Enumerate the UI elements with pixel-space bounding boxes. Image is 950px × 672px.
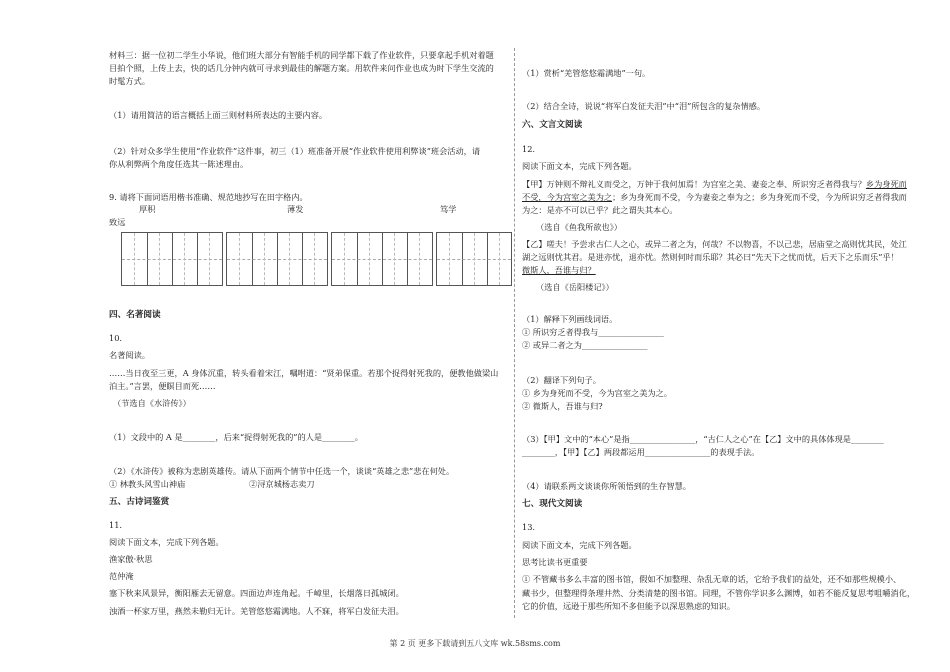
question-11-intro: 阅读下面文本，完成下列各题。 [109,537,224,547]
question-8-1: （1）请用简洁的语言概括上面三则材料所表达的主要内容。 [109,110,328,120]
question-12-2-a: ① 乡为身死而不受，今为宫室之美为之。 [522,388,672,398]
question-13-intro: 阅读下面文本，完成下列各题。 [522,540,637,550]
question-12-2-b: ② 微斯人，吾谁与归? [522,401,603,411]
poem-title: 渔家傲·秋思 [109,554,153,564]
passage-jia-underline1: 乡为身死而 [865,179,907,189]
passage-jia-line1-text: 【甲】万钟则不辩礼义而受之，万钟于我何加焉！为宫室之美、妻妾之奉、所识穷乏者得我与？ [522,179,866,189]
word-zhiyuan: 致远 [109,217,126,227]
material3-line3: 时髦方式。 [109,76,150,86]
question-10-option-2: ②浔京城杨志卖刀 [249,479,315,489]
question-12-2: （2）翻译下列句子。 [522,375,601,385]
poem-author: 范仲淹 [109,571,134,581]
question-10-number: 10. [109,333,123,343]
article-title: 思考比读书更重要 [522,557,588,567]
passage-jia-source: （选自《鱼我所欲也》） [536,222,622,232]
article-paragraph1-line2: 藏书少，但整理得条理井然、分类清楚的图书馆。同理，不管你学识多么渊博，如若不能反复思考咀嚼消化， [522,588,916,598]
poem-line1: 塞下秋来风景异，衡阳雁去无留意。四面边声连角起。千嶂里，长烟落日孤城闭。 [109,588,404,598]
question-8-2-line1: （2）针对众多学生使用“作业软件”这件事，初三（1）班准备开展“作业软件使用利弊谈”班会活动，请 [109,146,481,156]
passage-jia-line3: 为之：是亦不可以已乎？此之谓失其本心。 [522,205,678,215]
section-6-heading: 六、文言文阅读 [522,120,583,130]
word-duxue: 笃学 [440,204,457,214]
section-5-heading: 五、古诗词鉴赏 [109,497,170,507]
page-footer: 第 2 页 更多下载请到五八文库 wk.58sms.com [389,639,561,648]
question-13-number: 13. [522,522,536,532]
question-9: 9. 请将下面词语用楷书准确、规范地抄写在田字格内。 [109,192,308,202]
word-houji: 厚积 [139,204,156,214]
question-12-1: （1）解释下列画线词语。 [522,314,618,324]
question-10-intro: 名著阅读。 [109,350,150,360]
passage-jia-line2 [522,192,907,203]
question-10-1: （1）文段中的 A 是________，后来“捉得射死我的”的人是________。 [109,432,363,442]
question-12-intro: 阅读下面文本，完成下列各题。 [522,161,637,171]
question-10-passage-line2: 泊主。”言罢，便瞑目而死…… [109,381,216,391]
column-divider [514,48,515,618]
question-10-2: （2）《水浒传》被称为悲剧英雄传。请从下面两个情节中任选一个，谈谈“英雄之悲”悲在何处。 [109,466,455,476]
question-12-1-b: ② 或异二者之为________________ [522,340,648,350]
tianzige-grid-3[interactable] [331,232,433,286]
material3-line2: 目拍个照，上传上去，快的话几分钟内就可寻求到最佳的解题方案。用软件来问作业也成为时下学生交流的 [109,63,494,73]
section-7-heading: 七、现代文阅读 [522,499,583,509]
section-4-heading: 四、名著阅读 [109,310,161,320]
tianzige-grid-1[interactable] [121,232,223,286]
question-12-1-a: ① 所识穷乏者得我与________________ [522,327,664,337]
question-12-3-line1: （3）【甲】文中的“本心”是指________________，“古仁人之心”在【乙】文中的具体体现是________ [522,434,884,444]
passage-yi-line3: 微斯人，吾谁与归？ [522,265,596,275]
tianzige-grid-4[interactable] [436,232,512,286]
passage-yi-source: （选自《岳阳楼记》） [536,282,614,292]
question-12-number: 12. [522,144,536,154]
question-10-source: （节选自《水浒传》） [113,398,191,408]
article-paragraph1-line3: 它的价值，远逊于那些所知不多但能予以深思熟虑的知识。 [522,601,735,611]
question-10-option-1: ① 林教头风雪山神庙 [109,479,186,489]
question-11-number: 11. [109,520,123,530]
word-baofa: 薄发 [287,204,304,214]
passage-yi-line1: 【乙】嗟夫！予尝求古仁人之心，或异二者之为，何哉？不以物喜，不以己悲，居庙堂之高则忧其民，处江 [522,239,907,249]
material3-line1: 材料三：据一位初二学生小华说，他们班大部分有智能手机的同学都下载了作业软件，只要拿起手机对着题 [109,50,494,60]
tianzige-grid-2[interactable] [226,232,328,286]
passage-jia-line1 [522,179,907,190]
poem-line2: 浊酒一杯家万里，燕然未勒归无计。羌管悠悠霜满地。人不寐，将军白发征夫泪。 [109,606,404,616]
question-11-1: （1）赏析“羌管悠悠霜满地”一句。 [522,68,651,78]
passage-yi-line2: 湖之远则忧其君。是进亦忧，退亦忧。然则何时而乐耶？其必曰“先天下之忧而忧，后天下之乐而乐”乎！ [522,252,899,262]
question-12-4: （4）请联系两文谈谈你所领悟到的生存智慧。 [522,481,691,491]
article-paragraph1-line1: ① 不管藏书多么丰富的图书馆，假如不加整理、杂乱无章的话，它给予我们的益处，还不如那些规模小、 [522,574,902,584]
question-11-2: （2）结合全诗，说说“将军白发征夫泪”中“泪”所包含的复杂情感。 [522,101,766,111]
question-12-3-line2: ________，【甲】【乙】两段都运用________________的表现手法。 [522,447,760,457]
passage-jia-underline2: 不受，今为宫室之美为之 [522,192,613,202]
question-10-passage-line1: ……当日夜至三更，A 身体沉重，转头看着宋江，嘱咐道：“贤弟保重。若那个捉得射死我的，便教他做梁山 [109,368,499,378]
passage-jia-line2-text: ；乡为身死而不受，今为妻妾之奉为之；乡为身死而不受，今为所识穷乏者得我而 [612,192,907,202]
question-8-2-line2: 你从利弊两个角度任选其一陈述理由。 [109,159,249,169]
